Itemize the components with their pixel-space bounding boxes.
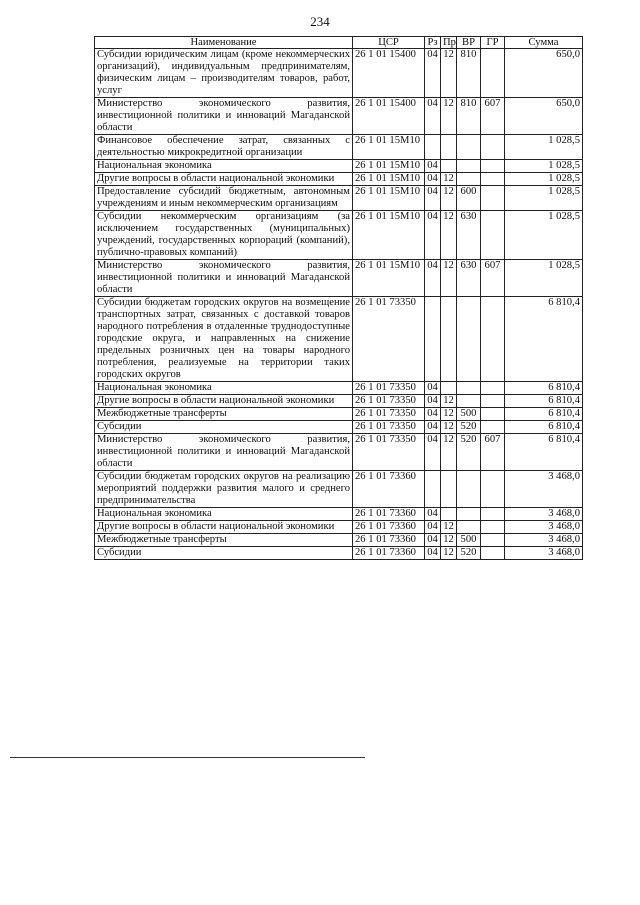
cell-sum: 3 468,0 — [505, 521, 583, 534]
cell-rz: 04 — [425, 260, 441, 297]
cell-vr — [457, 160, 481, 173]
header-csr: ЦСР — [353, 37, 425, 49]
cell-gr — [481, 160, 505, 173]
cell-name: Субсидии — [95, 547, 353, 560]
cell-rz: 04 — [425, 49, 441, 98]
cell-csr: 26 1 01 73360 — [353, 471, 425, 508]
cell-sum: 1 028,5 — [505, 135, 583, 160]
cell-pr: 12 — [441, 534, 457, 547]
cell-pr — [441, 160, 457, 173]
cell-gr — [481, 508, 505, 521]
table-row — [95, 135, 583, 160]
cell-gr — [481, 521, 505, 534]
cell-name: Министерство экономического развития, инвестиционной политики и инноваций Магаданской области — [95, 98, 353, 135]
cell-vr — [457, 382, 481, 395]
cell-name: Национальная экономика — [95, 160, 353, 173]
cell-sum: 1 028,5 — [505, 211, 583, 260]
cell-vr — [457, 173, 481, 186]
cell-csr: 26 1 01 15М10 — [353, 260, 425, 297]
cell-pr — [441, 471, 457, 508]
cell-sum: 3 468,0 — [505, 471, 583, 508]
cell-gr — [481, 135, 505, 160]
cell-vr: 630 — [457, 260, 481, 297]
cell-gr — [481, 49, 505, 98]
page-number: 234 — [310, 14, 330, 29]
cell-gr — [481, 421, 505, 434]
cell-sum: 1 028,5 — [505, 186, 583, 211]
cell-sum: 1 028,5 — [505, 173, 583, 186]
cell-rz: 04 — [425, 395, 441, 408]
cell-sum: 3 468,0 — [505, 508, 583, 521]
table-row — [95, 434, 583, 471]
header-rz: Рз — [425, 37, 441, 49]
cell-vr — [457, 521, 481, 534]
table-row — [95, 547, 583, 560]
cell-gr: 607 — [481, 434, 505, 471]
table-body — [95, 49, 583, 560]
table-row — [95, 297, 583, 382]
cell-gr — [481, 173, 505, 186]
cell-pr: 12 — [441, 260, 457, 297]
cell-csr: 26 1 01 15М10 — [353, 211, 425, 260]
budget-table — [94, 36, 583, 560]
cell-csr: 26 1 01 73360 — [353, 547, 425, 560]
cell-rz: 04 — [425, 534, 441, 547]
cell-gr — [481, 382, 505, 395]
cell-vr — [457, 471, 481, 508]
cell-vr: 520 — [457, 547, 481, 560]
cell-vr: 810 — [457, 49, 481, 98]
cell-rz — [425, 471, 441, 508]
cell-sum: 6 810,4 — [505, 382, 583, 395]
cell-pr: 12 — [441, 521, 457, 534]
cell-pr — [441, 135, 457, 160]
cell-csr: 26 1 01 73350 — [353, 382, 425, 395]
cell-gr — [481, 186, 505, 211]
cell-rz: 04 — [425, 173, 441, 186]
cell-gr — [481, 408, 505, 421]
cell-gr — [481, 211, 505, 260]
cell-vr — [457, 135, 481, 160]
header-gr: ГР — [481, 37, 505, 49]
cell-gr — [481, 471, 505, 508]
cell-rz: 04 — [425, 547, 441, 560]
table-row — [95, 211, 583, 260]
cell-name: Министерство экономического развития, инвестиционной политики и инноваций Магаданской области — [95, 260, 353, 297]
cell-vr: 600 — [457, 186, 481, 211]
table-row — [95, 260, 583, 297]
table-row — [95, 160, 583, 173]
cell-rz: 04 — [425, 421, 441, 434]
cell-csr: 26 1 01 73350 — [353, 434, 425, 471]
cell-gr — [481, 547, 505, 560]
cell-vr: 810 — [457, 98, 481, 135]
cell-pr: 12 — [441, 434, 457, 471]
cell-csr: 26 1 01 15М10 — [353, 135, 425, 160]
table-row — [95, 395, 583, 408]
header-vr: ВР — [457, 37, 481, 49]
cell-rz — [425, 297, 441, 382]
cell-csr: 26 1 01 73360 — [353, 534, 425, 547]
cell-vr — [457, 395, 481, 408]
cell-csr: 26 1 01 73360 — [353, 521, 425, 534]
table-row — [95, 521, 583, 534]
cell-sum: 6 810,4 — [505, 434, 583, 471]
table-row — [95, 408, 583, 421]
table-row — [95, 534, 583, 547]
cell-rz: 04 — [425, 382, 441, 395]
cell-sum: 1 028,5 — [505, 260, 583, 297]
cell-csr: 26 1 01 15400 — [353, 49, 425, 98]
cell-name: Предоставление субсидий бюджетным, автономным учреждениям и иным некоммерческим организациям — [95, 186, 353, 211]
cell-pr — [441, 508, 457, 521]
cell-name: Межбюджетные трансферты — [95, 534, 353, 547]
cell-vr: 500 — [457, 534, 481, 547]
cell-sum: 650,0 — [505, 98, 583, 135]
cell-vr — [457, 297, 481, 382]
table-row — [95, 382, 583, 395]
cell-vr — [457, 508, 481, 521]
table-row — [95, 421, 583, 434]
cell-name: Национальная экономика — [95, 382, 353, 395]
cell-pr: 12 — [441, 395, 457, 408]
cell-gr: 607 — [481, 260, 505, 297]
cell-name: Другие вопросы в области национальной экономики — [95, 395, 353, 408]
cell-csr: 26 1 01 73350 — [353, 395, 425, 408]
cell-csr: 26 1 01 73350 — [353, 421, 425, 434]
cell-csr: 26 1 01 15М10 — [353, 186, 425, 211]
table-row — [95, 186, 583, 211]
footnote-rule — [10, 757, 365, 758]
cell-csr: 26 1 01 15М10 — [353, 173, 425, 186]
cell-rz: 04 — [425, 434, 441, 471]
cell-csr: 26 1 01 15400 — [353, 98, 425, 135]
cell-pr: 12 — [441, 98, 457, 135]
table-row — [95, 49, 583, 98]
cell-rz: 04 — [425, 521, 441, 534]
cell-pr: 12 — [441, 421, 457, 434]
cell-gr — [481, 534, 505, 547]
cell-pr — [441, 297, 457, 382]
cell-pr — [441, 382, 457, 395]
cell-vr: 630 — [457, 211, 481, 260]
cell-rz: 04 — [425, 408, 441, 421]
cell-sum: 6 810,4 — [505, 408, 583, 421]
table-row — [95, 508, 583, 521]
cell-sum: 3 468,0 — [505, 534, 583, 547]
cell-rz: 04 — [425, 211, 441, 260]
cell-name: Субсидии бюджетам городских округов на возмещение транспортных затрат, связанных с доставкой товаров народного потребления в отдаленные труднодоступные городские округа, и направленных на снижение предельных розничных цен на товары народного потребления, реализуемые на территории таких городских округов — [95, 297, 353, 382]
cell-name: Субсидии — [95, 421, 353, 434]
cell-rz: 04 — [425, 186, 441, 211]
cell-sum: 650,0 — [505, 49, 583, 98]
cell-name: Субсидии юридическим лицам (кроме некоммерческих организаций), индивидуальным предпринимателям, физическим лицам – производителям товаров, работ, услуг — [95, 49, 353, 98]
header-pr: Пр — [441, 37, 457, 49]
cell-pr: 12 — [441, 173, 457, 186]
cell-rz: 04 — [425, 160, 441, 173]
cell-sum: 6 810,4 — [505, 421, 583, 434]
cell-name: Другие вопросы в области национальной экономики — [95, 521, 353, 534]
cell-csr: 26 1 01 15М10 — [353, 160, 425, 173]
cell-rz — [425, 135, 441, 160]
cell-pr: 12 — [441, 408, 457, 421]
table-row — [95, 471, 583, 508]
cell-sum: 6 810,4 — [505, 297, 583, 382]
cell-pr: 12 — [441, 49, 457, 98]
cell-name: Межбюджетные трансферты — [95, 408, 353, 421]
cell-gr: 607 — [481, 98, 505, 135]
cell-rz: 04 — [425, 508, 441, 521]
cell-name: Субсидии бюджетам городских округов на реализацию мероприятий поддержки развития малого и среднего предпринимательства — [95, 471, 353, 508]
table-row — [95, 98, 583, 135]
cell-pr: 12 — [441, 186, 457, 211]
cell-name: Субсидии некоммерческим организациям (за исключением государственных (муниципальных) учреждений, государственных корпораций (компаний), публично-правовых компаний) — [95, 211, 353, 260]
cell-gr — [481, 297, 505, 382]
cell-sum: 3 468,0 — [505, 547, 583, 560]
cell-name: Национальная экономика — [95, 508, 353, 521]
cell-vr: 520 — [457, 421, 481, 434]
cell-name: Министерство экономического развития, инвестиционной политики и инноваций Магаданской области — [95, 434, 353, 471]
cell-sum: 1 028,5 — [505, 160, 583, 173]
cell-vr: 500 — [457, 408, 481, 421]
cell-csr: 26 1 01 73350 — [353, 408, 425, 421]
cell-vr: 520 — [457, 434, 481, 471]
cell-csr: 26 1 01 73360 — [353, 508, 425, 521]
table-row — [95, 173, 583, 186]
header-sum: Сумма — [505, 37, 583, 49]
header-name: Наименование — [95, 37, 353, 49]
cell-name: Другие вопросы в области национальной экономики — [95, 173, 353, 186]
cell-sum: 6 810,4 — [505, 395, 583, 408]
cell-csr: 26 1 01 73350 — [353, 297, 425, 382]
cell-pr: 12 — [441, 211, 457, 260]
cell-pr: 12 — [441, 547, 457, 560]
header-row — [95, 37, 583, 49]
cell-rz: 04 — [425, 98, 441, 135]
cell-gr — [481, 395, 505, 408]
cell-name: Финансовое обеспечение затрат, связанных с деятельностью микрокредитной организации — [95, 135, 353, 160]
